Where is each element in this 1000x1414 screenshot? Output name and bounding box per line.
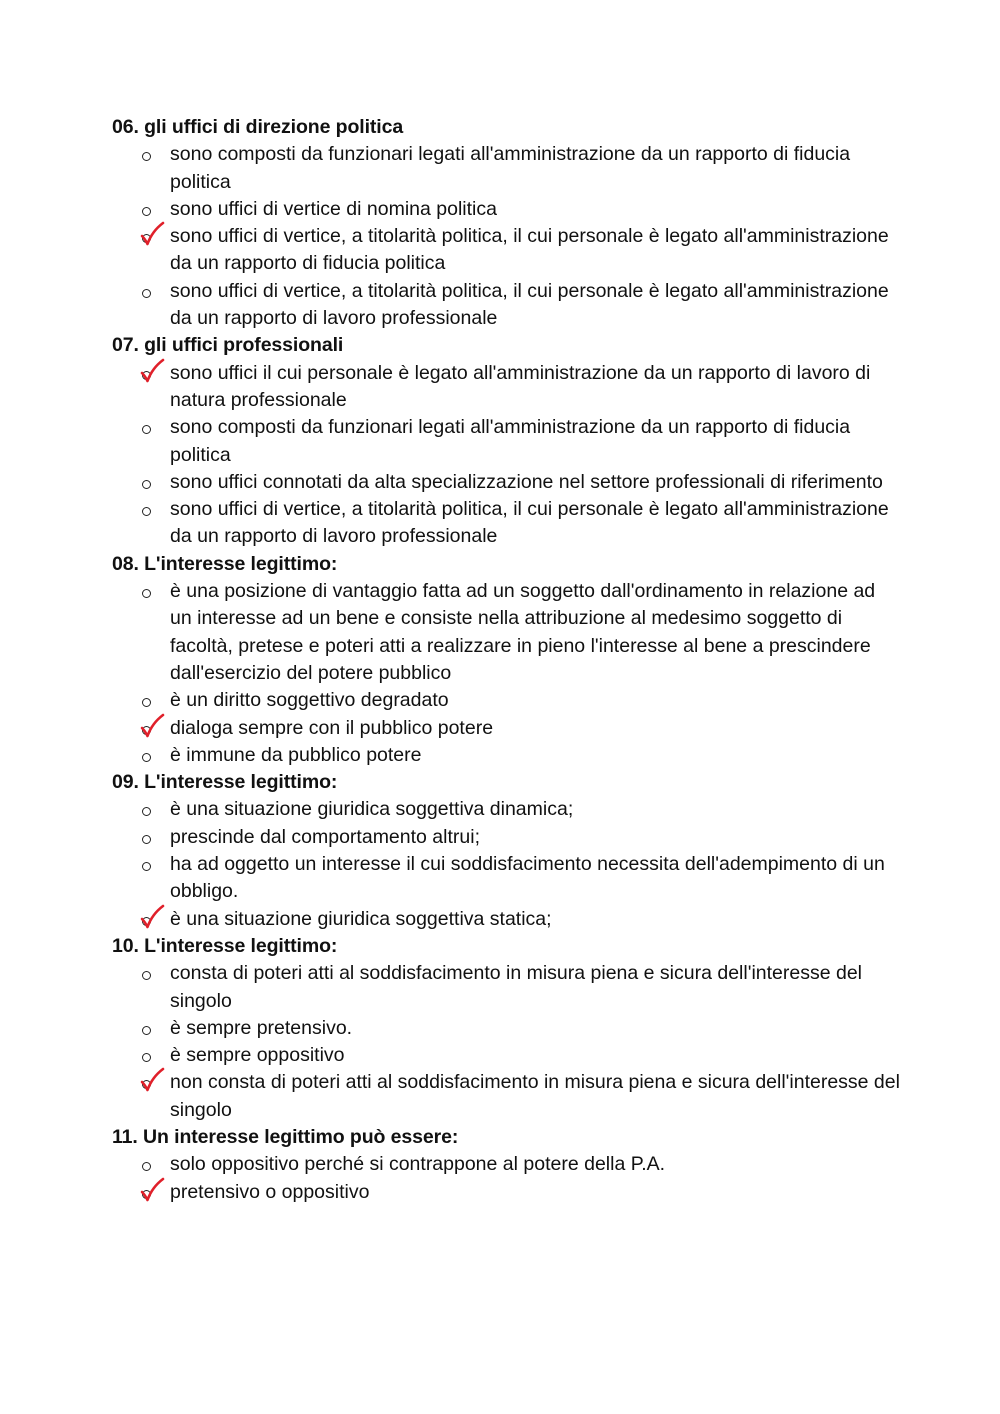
answer-option [112, 141, 902, 196]
ring-bullet-icon [140, 496, 160, 523]
answer-text: sono uffici di vertice, a titolarità politica, il cui personale è legato all'amministrazione da un rapporto di lavoro professionale [170, 498, 889, 548]
answer-text: è una situazione giuridica soggettiva statica; [170, 907, 552, 930]
ring-bullet-icon [140, 469, 160, 496]
question-title: 07. gli uffici professionali [112, 334, 344, 357]
answer-option-correct [112, 360, 902, 415]
answer-text: solo oppositivo perché si contrappone al potere della P.A. [170, 1153, 666, 1176]
red-checkmark-icon [140, 356, 166, 386]
question-block [112, 933, 902, 1124]
answer-option [112, 278, 902, 333]
question-title: 08. L'interesse legittimo: [112, 552, 338, 575]
answer-option [112, 960, 902, 1015]
ring-bullet-icon [140, 1015, 160, 1042]
question-title: 11. Un interesse legittimo può essere: [112, 1125, 459, 1148]
answer-text: è un diritto soggettivo degradato [170, 689, 449, 712]
answer-text: è immune da pubblico potere [170, 743, 422, 766]
question-block [112, 114, 902, 332]
question-block [112, 769, 902, 933]
answer-option [112, 1151, 902, 1178]
checked-bullet-icon [140, 1069, 160, 1096]
answer-option [112, 851, 902, 906]
checked-bullet-icon [140, 906, 160, 933]
checked-bullet-icon [140, 360, 160, 387]
answer-text: è sempre oppositivo [170, 1044, 345, 1067]
answer-text: pretensivo o oppositivo [170, 1180, 370, 1203]
answer-option [112, 196, 902, 223]
answer-text: sono uffici di vertice, a titolarità politica, il cui personale è legato all'amministrazione da un rapporto di lavoro professionale [170, 279, 889, 330]
answer-text: sono uffici connotati da alta specializzazione nel settore professionali di riferimento [170, 470, 883, 493]
answer-option-correct [112, 1069, 902, 1124]
answer-option [112, 742, 902, 769]
answer-option-correct [112, 715, 902, 742]
ring-bullet-icon [140, 824, 160, 851]
answer-text: sono uffici di vertice, a titolarità politica, il cui personale è legato all'amministrazione da un rapporto di fiducia politica [170, 225, 889, 275]
answer-text: non consta di poteri atti al soddisfacimento in misura piena e sicura dell'interesse del singolo [170, 1071, 900, 1121]
red-checkmark-icon [140, 902, 166, 932]
answer-option-correct [112, 906, 902, 933]
answer-option [112, 796, 902, 823]
answer-text: è una situazione giuridica soggettiva dinamica; [170, 798, 574, 821]
checked-bullet-icon [140, 1179, 160, 1206]
question-title: 06. gli uffici di direzione politica [112, 116, 404, 138]
ring-bullet-icon [140, 851, 160, 878]
answer-option-correct [112, 223, 902, 278]
question-title: 09. L'interesse legittimo: [112, 771, 338, 794]
answer-option [112, 1042, 902, 1069]
checked-bullet-icon [140, 715, 160, 742]
checked-bullet-icon [140, 223, 160, 250]
ring-bullet-icon [140, 414, 160, 441]
answer-text: sono uffici di vertice di nomina politica [170, 197, 497, 220]
answer-text: è sempre pretensivo. [170, 1016, 353, 1039]
red-checkmark-icon [140, 219, 166, 249]
ring-bullet-icon [140, 742, 160, 769]
red-checkmark-icon [140, 1175, 166, 1205]
answer-text: è una posizione di vantaggio fatta ad un soggetto dall'ordinamento in relazione ad un interesse ad un bene e consiste nella attribuzione al medesimo soggetto di facoltà, pretese e poteri atti a realizzare in pieno l'interesse al bene a prescindere dall'esercizio del potere pubblico [170, 580, 876, 684]
answer-text: consta di poteri atti al soddisfacimento in misura piena e sicura dell'interesse del singolo [170, 962, 863, 1012]
answer-options [112, 1151, 902, 1206]
answer-options [112, 796, 902, 932]
answer-options [112, 960, 902, 1124]
answer-text: dialoga sempre con il pubblico potere [170, 716, 494, 739]
answer-text: ha ad oggetto un interesse il cui soddisfacimento necessita dell'adempimento di un obbligo. [170, 853, 885, 903]
answer-text: prescinde dal comportamento altrui; [170, 825, 480, 848]
quiz-list [112, 114, 902, 1206]
answer-option [112, 496, 902, 551]
red-checkmark-icon [140, 711, 166, 741]
answer-option [112, 687, 902, 714]
question-block [112, 551, 902, 769]
answer-option [112, 824, 902, 851]
answer-option [112, 414, 902, 469]
answer-option [112, 469, 902, 496]
ring-bullet-icon [140, 141, 160, 168]
answer-text: sono composti da funzionari legati all'amministrazione da un rapporto di fiducia politica [170, 416, 851, 466]
question-block [112, 1124, 902, 1206]
answer-options [112, 578, 902, 769]
question-title: 10. L'interesse legittimo: [112, 934, 338, 957]
answer-option-correct [112, 1179, 902, 1206]
answer-options [112, 141, 902, 332]
answer-option [112, 1015, 902, 1042]
answer-text: sono composti da funzionari legati all'amministrazione da un rapporto di fiducia politica [170, 143, 851, 193]
red-checkmark-icon [140, 1065, 166, 1095]
question-block [112, 332, 902, 550]
answer-options [112, 360, 902, 551]
ring-bullet-icon [140, 960, 160, 987]
ring-bullet-icon [140, 278, 160, 305]
ring-bullet-icon [140, 796, 160, 823]
answer-option [112, 578, 902, 687]
answer-text: sono uffici il cui personale è legato all'amministrazione da un rapporto di lavoro di natura professionale [170, 361, 871, 411]
ring-bullet-icon [140, 578, 160, 605]
